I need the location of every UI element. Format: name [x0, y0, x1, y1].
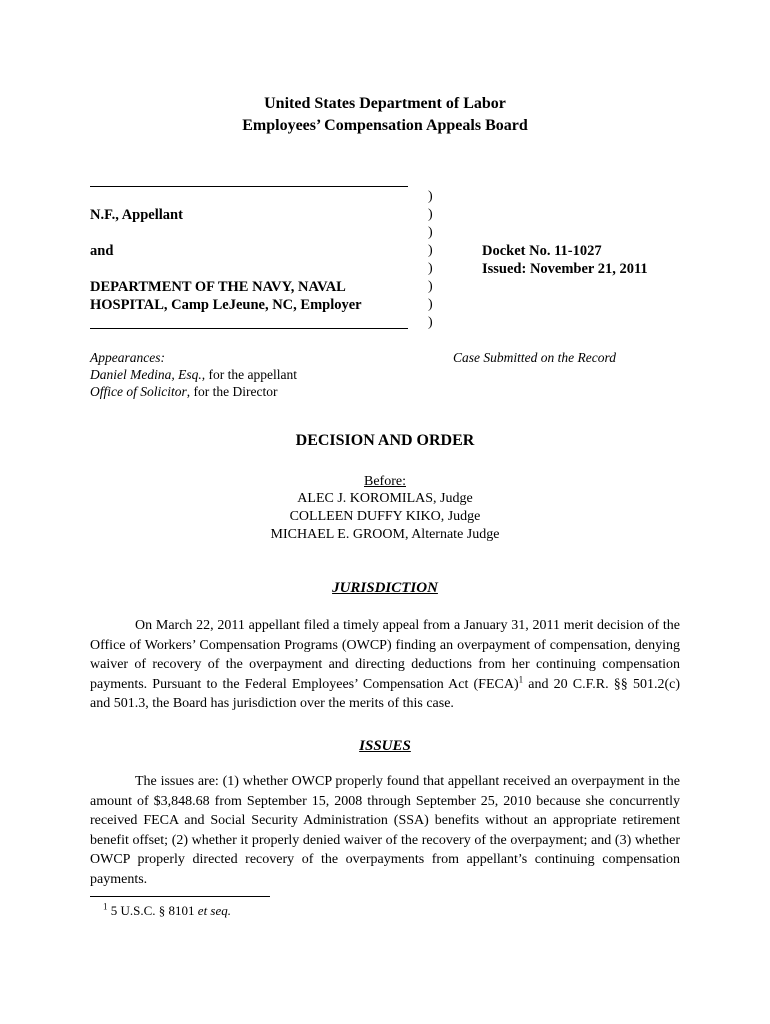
issued-date: Issued: November 21, 2011 [482, 261, 648, 277]
before-label-text: Before: [364, 474, 406, 489]
appellant-counsel [90, 366, 297, 383]
submission-note: Case Submitted on the Record [453, 350, 616, 365]
caption-paren: ) [428, 225, 433, 240]
caption-paren: ) [428, 315, 433, 330]
issues-paragraph [90, 772, 680, 890]
caption-paren: ) [428, 243, 433, 258]
issues-text: The issues are: (1) whether OWCP properly found that appellant received an overpayment in the amount of $3,848.68 from September 15, 2008 through September 25, 2010 because she concurrently received FECA and Social Security Administration (SSA) benefits without an appropriate retirement benefit offset; (2) whether it properly denied waiver of the recovery of the overpayment; and (3) whether OWCP properly directed recovery of the overpayments from appellant’s continuing compensation payments. [90, 774, 680, 887]
caption-paren: ) [428, 207, 433, 222]
jurisdiction-text-1: On March 22, 2011 appellant filed a timely appeal from a January 31, 2011 merit decision of the Office of Workers’ Compensation Programs (OWCP) finding an overpayment of compensation, denying waiver of recovery of the overpayment and directing deductions from her continuing compensation payments. Pursuant to the Federal Employees’ Compensation Act (FECA) [90, 618, 680, 692]
director-counsel [90, 383, 277, 400]
agency-title: United States Department of Labor [264, 95, 506, 112]
employer-line-2: HOSPITAL, Camp LeJeune, NC, Employer [90, 297, 362, 313]
footnote-text: 5 U.S.C. § 8101 [107, 903, 198, 918]
footnote [103, 902, 231, 919]
caption-and: and [90, 243, 114, 259]
caption-paren: ) [428, 279, 433, 294]
jurisdiction-text-2: and 20 C.F.R. §§ 501.2(c) and 501.3, the Board has jurisdiction over the merits of this case. [90, 676, 680, 712]
jurisdiction-paragraph [90, 616, 680, 714]
jurisdiction-heading: JURISDICTION [332, 580, 438, 596]
judge-3: MICHAEL E. GROOM, Alternate Judge [270, 527, 500, 542]
appellant-name: N.F., Appellant [90, 207, 183, 223]
caption-paren: ) [428, 189, 433, 204]
before-label [0, 474, 770, 490]
appellant-counsel-name: Daniel Medina, Esq., [90, 367, 206, 382]
caption-paren: ) [428, 261, 433, 276]
director-counsel-role: , for the Director [186, 384, 278, 399]
board-title: Employees’ Compensation Appeals Board [242, 117, 528, 134]
judge-1: ALEC J. KOROMILAS, Judge [297, 491, 473, 506]
footnote-number: 1 [103, 901, 108, 912]
judge-2: COLLEEN DUFFY KIKO, Judge [289, 509, 481, 524]
appellant-counsel-role: for the appellant [205, 367, 297, 382]
director-counsel-name: Office of Solicitor [90, 384, 187, 399]
employer-line-1: DEPARTMENT OF THE NAVY, NAVAL [90, 279, 346, 295]
footnote-ref: 1 [518, 674, 524, 685]
caption-top-rule [90, 186, 408, 187]
caption-bottom-rule [90, 328, 408, 329]
appearances-label: Appearances: [90, 350, 165, 365]
caption-paren: ) [428, 297, 433, 312]
footnote-rule [90, 896, 270, 897]
issues-heading: ISSUES [359, 738, 411, 754]
footnote-italic: et seq. [197, 903, 232, 918]
decision-title: DECISION AND ORDER [295, 432, 475, 449]
docket-number: Docket No. 11-1027 [482, 243, 602, 259]
